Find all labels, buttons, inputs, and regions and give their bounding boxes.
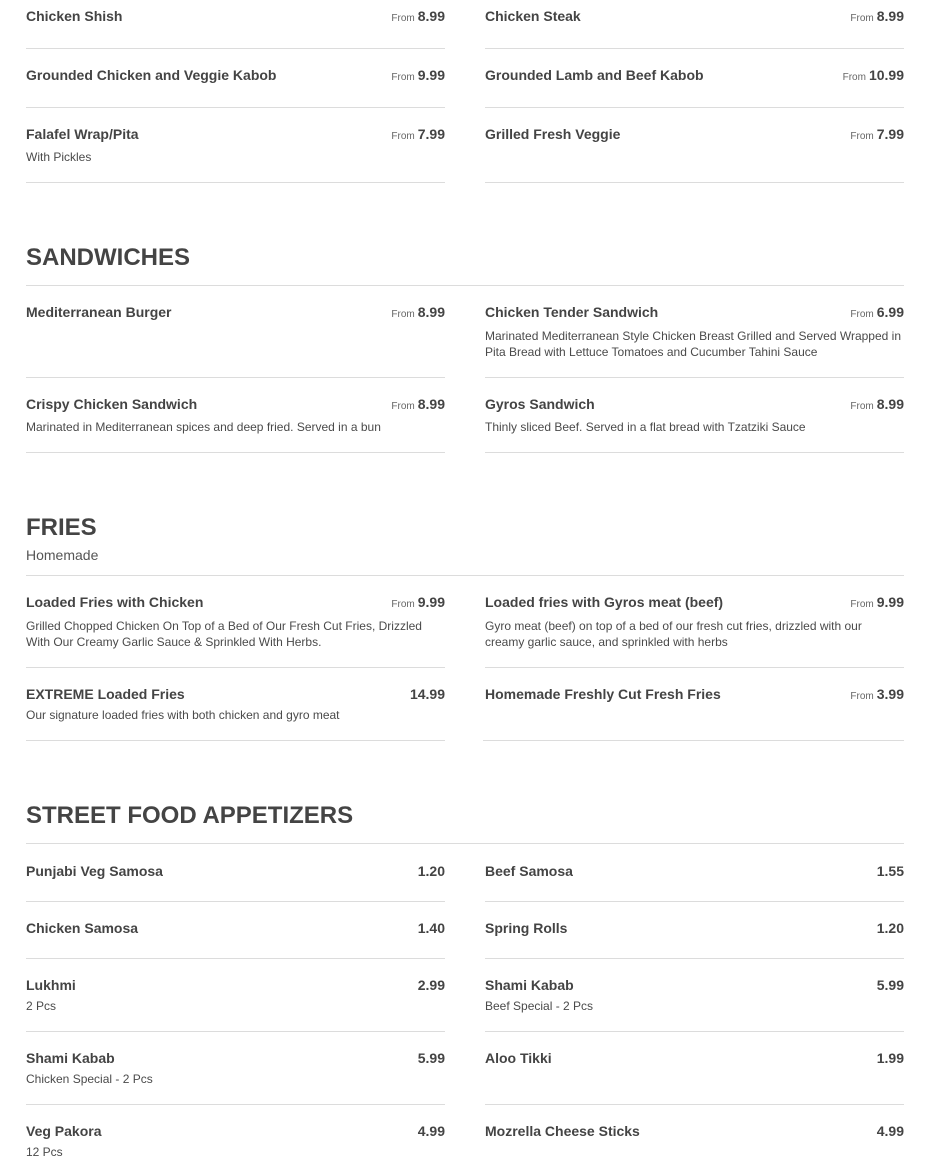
item-divider [485,452,904,453]
item-name: Loaded fries with Gyros meat (beef) [485,594,724,610]
menu-item-spring-rolls[interactable] [485,902,904,958]
item-name: Chicken Shish [26,8,123,24]
item-description: 12 Pcs [26,1145,63,1159]
item-description: 2 Pcs [26,999,57,1013]
item-name: Lukhmi [26,977,76,993]
item-name: Crispy Chicken Sandwich [26,396,198,412]
menu-item-extreme-loaded-fries[interactable] [26,668,445,740]
menu-item-chicken-steak[interactable] [485,0,904,48]
item-name: Chicken Samosa [26,920,139,936]
item-price: 1.20 [417,863,445,879]
item-name: Grilled Fresh Veggie [485,126,621,142]
menu-item-crispy-chicken-sandwich[interactable] [26,378,445,452]
item-price: From 10.99 [842,67,904,83]
menu-item-loaded-fries-chicken[interactable] [26,576,445,667]
section-title-street-food-appetizers: STREET FOOD APPETIZERS [26,802,354,829]
from-label: From [391,401,415,412]
item-description: Gyro meat (beef) on top of a bed of our fresh cut fries, drizzled with our creamy garlic sauce, and sprinkled with herbs [485,619,862,649]
section-subtitle: Homemade [26,547,99,563]
item-description: Grilled Chopped Chicken On Top of a Bed of Our Fresh Cut Fries, Drizzled With Our Creamy Garlic Sauce & Sprinkled With Herbs. [26,619,422,649]
menu-item-veg-pakora[interactable] [26,1105,445,1162]
item-divider [26,740,445,741]
item-price: From 8.99 [391,8,445,24]
from-label: From [391,309,415,320]
from-label: From [391,131,415,142]
menu-item-beef-samosa[interactable] [485,844,904,901]
from-label: From [850,401,874,412]
menu-item-punjabi-veg-samosa[interactable] [26,844,445,901]
item-name: Grounded Lamb and Beef Kabob [485,67,704,83]
item-price: 5.99 [417,1050,445,1066]
item-description: Beef Special - 2 Pcs [485,999,594,1013]
menu-item-loaded-fries-gyros[interactable] [485,576,904,667]
from-label: From [850,13,874,24]
item-name: Beef Samosa [485,863,573,879]
item-name: Chicken Steak [485,8,581,24]
item-price: 1.99 [876,1050,904,1066]
menu-item-grilled-fresh-veggie[interactable] [485,108,904,182]
item-price: From 6.99 [850,304,904,320]
item-divider [26,182,445,183]
item-name: Spring Rolls [485,920,568,936]
menu-item-aloo-tikki[interactable] [485,1032,904,1104]
item-name: Aloo Tikki [485,1050,552,1066]
menu-item-falafel-wrap-pita[interactable] [26,108,445,182]
item-name: Mediterranean Burger [26,304,172,320]
from-label: From [850,599,874,610]
item-name: Shami Kabab [485,977,574,993]
from-label: From [850,309,874,320]
from-label: From [391,13,415,24]
item-price: From 8.99 [850,396,904,412]
item-name: EXTREME Loaded Fries [26,686,185,702]
from-label: From [850,691,874,702]
item-name: Falafel Wrap/Pita [26,126,139,142]
from-label: From [842,72,866,83]
item-price: From 3.99 [850,686,904,702]
item-price: From 9.99 [391,594,445,610]
item-name: Grounded Chicken and Veggie Kabob [26,67,277,83]
item-price: 4.99 [876,1123,904,1139]
from-label: From [391,599,415,610]
item-price: From 7.99 [391,126,445,142]
item-name: Gyros Sandwich [485,396,595,412]
menu-item-mozrella-cheese-sticks[interactable] [485,1105,904,1162]
menu-item-mediterranean-burger[interactable] [26,286,445,377]
item-divider [26,452,445,453]
item-price: 1.55 [876,863,904,879]
menu-item-homemade-fresh-fries[interactable] [485,668,904,740]
item-price: From 8.99 [391,396,445,412]
menu-item-grounded-chicken-veggie-kabob[interactable] [26,49,445,107]
menu-item-shami-kabab-beef[interactable] [485,959,904,1031]
item-name: Homemade Freshly Cut Fresh Fries [485,686,721,702]
item-price: From 9.99 [391,67,445,83]
item-name: Chicken Tender Sandwich [485,304,659,320]
item-price: 14.99 [409,686,445,702]
item-price: 4.99 [417,1123,445,1139]
item-description: Chicken Special - 2 Pcs [26,1072,153,1086]
item-price: From 7.99 [850,126,904,142]
item-price: 5.99 [876,977,904,993]
item-description: Marinated Mediterranean Style Chicken Breast Grilled and Served Wrapped in Pita Bread with Lettuce Tomatoes and Cucumber Tahini Sauce [485,329,901,359]
item-name: Mozrella Cheese Sticks [485,1123,640,1139]
item-name: Veg Pakora [26,1123,102,1139]
item-divider [483,740,904,741]
item-name: Shami Kabab [26,1050,115,1066]
item-price: 1.40 [417,920,445,936]
menu-item-chicken-tender-sandwich[interactable] [485,286,904,377]
from-label: From [391,72,415,83]
from-label: From [850,131,874,142]
menu-item-gyros-sandwich[interactable] [485,378,904,452]
menu-item-lukhmi[interactable] [26,959,445,1031]
item-name: Punjabi Veg Samosa [26,863,163,879]
menu-item-chicken-shish[interactable] [26,0,445,48]
item-price: From 9.99 [850,594,904,610]
section-title-sandwiches: SANDWICHES [26,244,191,271]
item-price: 2.99 [417,977,445,993]
item-price: From 8.99 [391,304,445,320]
item-price: 1.20 [876,920,904,936]
item-description: Our signature loaded fries with both chicken and gyro meat [26,708,340,722]
item-name: Loaded Fries with Chicken [26,594,204,610]
menu-item-shami-kabab-chicken[interactable] [26,1032,445,1104]
item-price: From 8.99 [850,8,904,24]
menu-item-grounded-lamb-beef-kabob[interactable] [485,49,904,107]
menu-item-chicken-samosa[interactable] [26,902,445,958]
item-divider [485,182,904,183]
section-title-fries: FRIES [26,514,97,541]
item-description: Marinated in Mediterranean spices and deep fried. Served in a bun [26,420,381,434]
item-description: Thinly sliced Beef. Served in a flat bread with Tzatziki Sauce [485,420,806,434]
item-description: With Pickles [26,150,92,164]
